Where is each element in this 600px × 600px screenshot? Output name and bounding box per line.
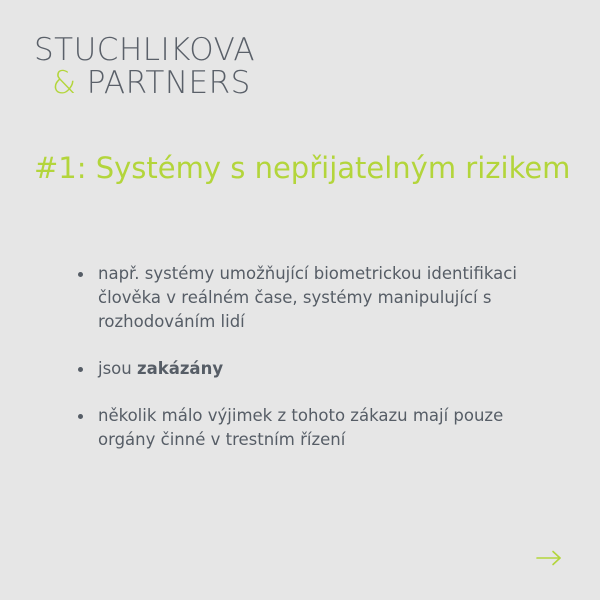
bullet-dot	[78, 367, 83, 372]
logo-line-2-text: PARTNERS	[86, 65, 251, 101]
bullet-text-prefix: jsou	[98, 359, 137, 378]
logo-line-1: STUCHLIKOVA	[34, 32, 256, 68]
arrow-right-icon[interactable]	[536, 550, 562, 566]
bullet-dot	[78, 414, 83, 419]
logo-ampersand: &	[52, 65, 77, 101]
bullet-item-examples	[78, 262, 558, 334]
arrow-right-icon-graphic	[536, 550, 562, 566]
bullet-text-bold: zakázány	[136, 359, 224, 378]
bullet-text: např. systémy umožňující biometrickou identifikaci člověka v reálném čase, systémy manipulující s rozhodováním lidí	[98, 264, 517, 331]
bullet-item-prohibited	[78, 357, 558, 381]
bullet-text: několik málo výjimek z tohoto zákazu mají pouze orgány činné v trestním řízení	[98, 406, 504, 449]
logo-line-2	[34, 67, 255, 100]
bullet-dot	[78, 272, 83, 277]
bullet-list	[78, 262, 558, 475]
bullet-item-exceptions	[78, 404, 558, 452]
slide-heading: #1: Systémy s nepřijatelným rizikem	[34, 151, 571, 185]
company-logo	[34, 34, 255, 100]
